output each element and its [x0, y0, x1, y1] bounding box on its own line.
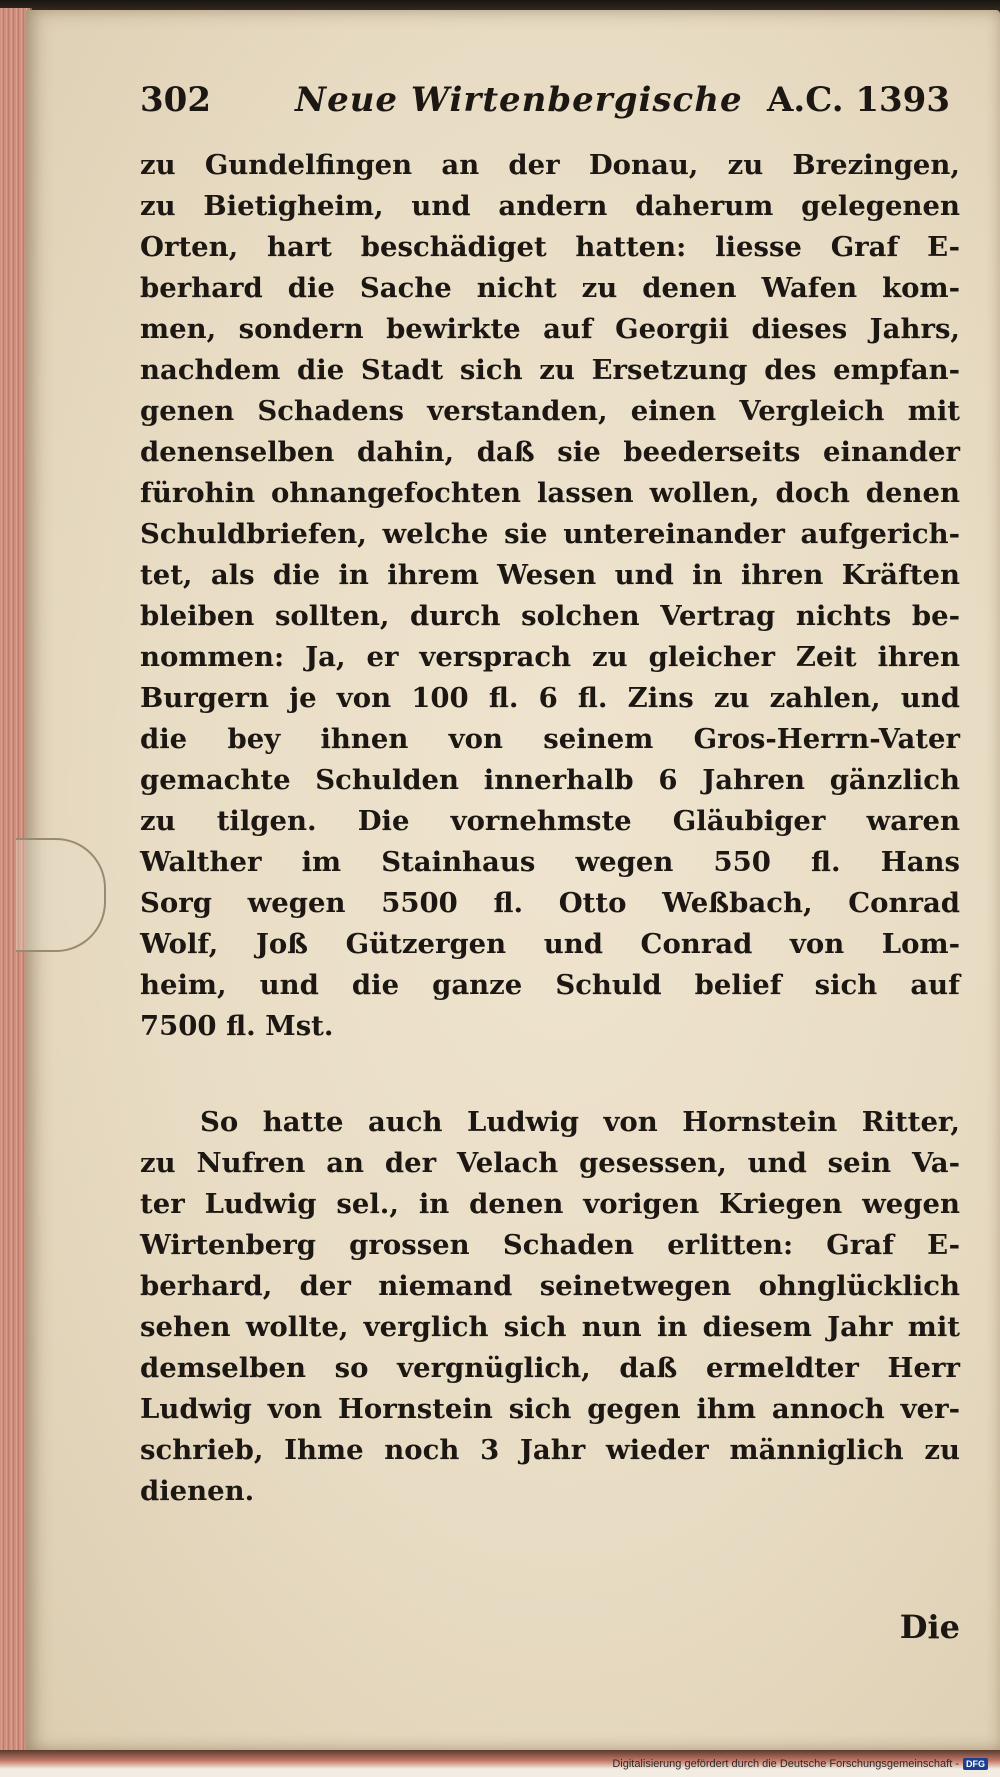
text-line: tet, als die in ihrem Wesen und in ihren Kräften: [140, 559, 960, 591]
text-line: schrieb, Ihme noch 3 Jahr wieder männiglich zu: [140, 1434, 960, 1466]
text-line: zu Nufren an der Velach gesessen, und sein Va-: [140, 1147, 960, 1179]
text-line: demselben so vergnüglich, daß ermeldter Herr: [140, 1352, 960, 1384]
text-line: Orten, hart beschädiget hatten: liesse Graf E-: [140, 231, 960, 263]
text-line: denenselben dahin, daß sie beederseits einander: [140, 436, 960, 468]
text-line: men, sondern bewirkte auf Georgii dieses Jahrs,: [140, 313, 960, 345]
text-line: Ludwig von Hornstein sich gegen ihm annoch ver-: [140, 1393, 960, 1425]
text-line: zu tilgen. Die vornehmste Gläubiger waren: [140, 805, 960, 837]
text-line: ter Ludwig sel., in denen vorigen Kriegen wegen: [140, 1188, 960, 1220]
text-line: So hatte auch Ludwig von Hornstein Ritter,: [200, 1106, 960, 1138]
text-line: nommen: Ja, er versprach zu gleicher Zeit ihren: [140, 641, 960, 673]
dfg-logo: DFG: [963, 1758, 988, 1770]
page-number: 302: [140, 80, 211, 120]
year-marker: A.C. 1393: [767, 80, 950, 120]
paragraph-1: [140, 145, 960, 1047]
text-line: fürohin ohnangefochten lassen wollen, doch denen: [140, 477, 960, 509]
paragraph-2: [140, 1102, 960, 1512]
catchword: Die: [899, 1608, 960, 1646]
page-header: [140, 70, 950, 130]
text-line: die bey ihnen von seinem Gros-Herrn-Vater: [140, 723, 960, 755]
text-line: sehen wollte, verglich sich nun in diesem Jahr mit: [140, 1311, 960, 1343]
text-line: berhard, der niemand seinetwegen ohnglücklich: [140, 1270, 960, 1302]
text-line: Wolf, Joß Gützergen und Conrad von Lom-: [140, 928, 960, 960]
credit-text: Digitalisierung gefördert durch die Deutsche Forschungsgemeinschaft -: [612, 1758, 959, 1770]
text-line: Burgern je von 100 fl. 6 fl. Zins zu zahlen, und: [140, 682, 960, 714]
page-tab-marker: [16, 838, 106, 952]
text-line: Walther im Stainhaus wegen 550 fl. Hans: [140, 846, 960, 878]
text-line: zu Bietigheim, und andern daherum gelegenen: [140, 190, 960, 222]
text-line: nachdem die Stadt sich zu Ersetzung des empfan-: [140, 354, 960, 386]
text-line: Wirtenberg grossen Schaden erlitten: Graf E-: [140, 1229, 960, 1261]
text-line: zu Gundelfingen an der Donau, zu Brezingen,: [140, 149, 960, 181]
text-line: gemachte Schulden innerhalb 6 Jahren gänzlich: [140, 764, 960, 796]
text-line: 7500 fl. Mst.: [140, 1010, 334, 1042]
text-line: dienen.: [140, 1475, 255, 1507]
text-line: Sorg wegen 5500 fl. Otto Weßbach, Conrad: [140, 887, 960, 919]
text-line: genen Schadens verstanden, einen Vergleich mit: [140, 395, 960, 427]
text-line: bleiben sollten, durch solchen Vertrag nichts be-: [140, 600, 960, 632]
body-text: [140, 145, 960, 1512]
text-line: heim, und die ganze Schuld belief sich auf: [140, 969, 960, 1001]
running-title: Neue Wirtenbergische: [295, 80, 743, 120]
text-line: Schuldbriefen, welche sie untereinander aufgerich-: [140, 518, 960, 550]
text-line: berhard die Sache nicht zu denen Wafen kom-: [140, 272, 960, 304]
digitization-credit: [612, 1758, 988, 1770]
